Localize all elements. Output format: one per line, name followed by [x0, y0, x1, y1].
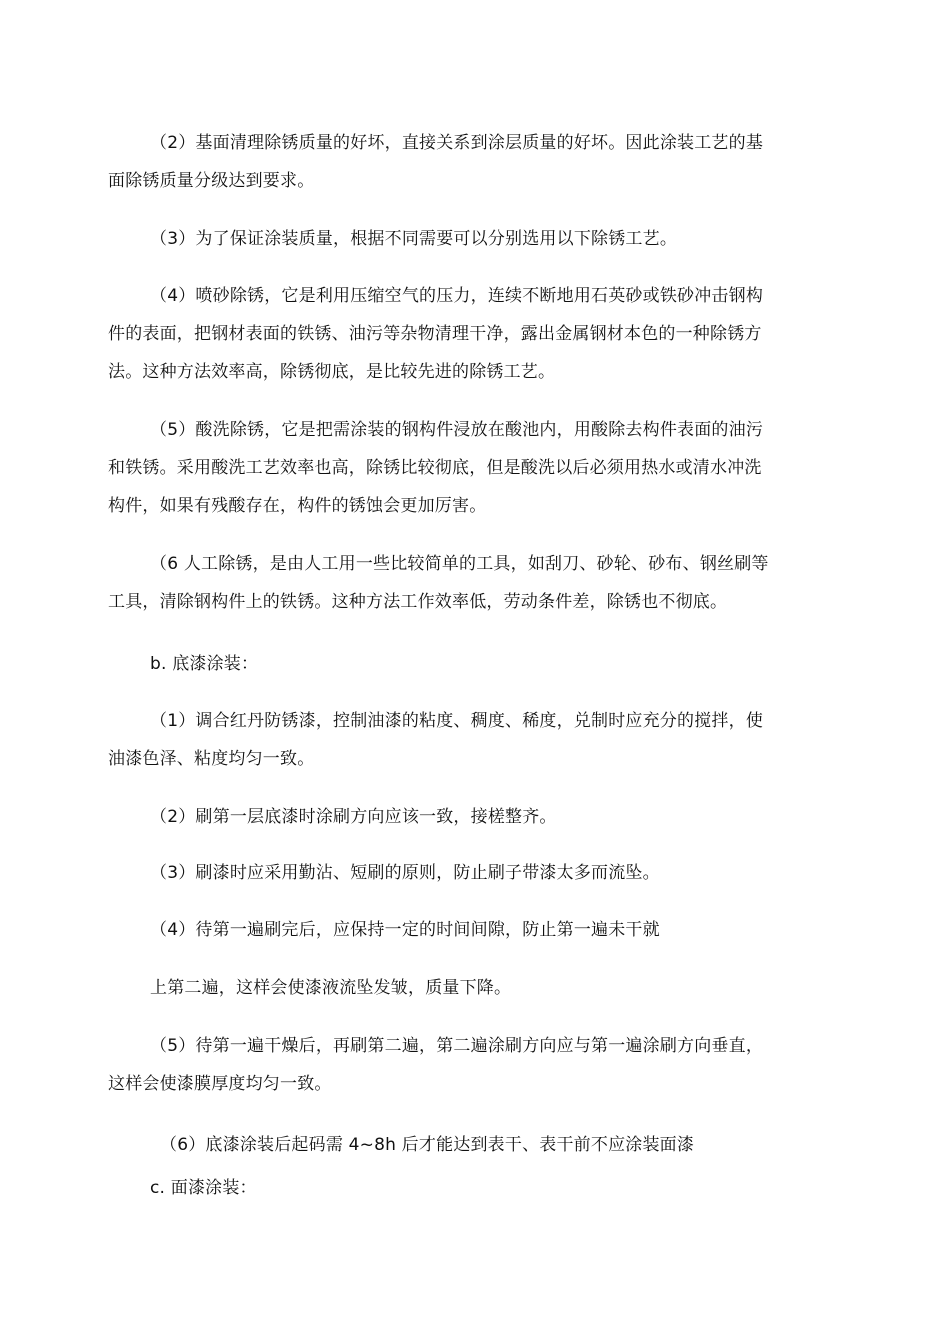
section-heading: c. 面漆涂装： — [150, 1178, 257, 1198]
text-line: 上第二遍，这样会使漆液流坠发皱，质量下降。 — [150, 978, 512, 998]
text-line: （6 人工除锈，是由人工用一些比较简单的工具，如刮刀、砂轮、砂布、钢丝刷等 — [150, 554, 769, 574]
text-line: 油漆色泽、粘度均匀一致。 — [108, 749, 315, 769]
text-line: （4）待第一遍刷完后，应保持一定的时间间隙，防止第一遍未干就 — [150, 920, 660, 940]
text-line: 和铁锈。采用酸洗工艺效率也高，除锈比较彻底，但是酸洗以后必须用热水或清水冲洗 — [108, 458, 762, 478]
text-line: （1）调合红丹防锈漆，控制油漆的粘度、稠度、稀度，兑制时应充分的搅拌，使 — [150, 711, 764, 731]
text-line: （5）待第一遍干燥后，再刷第二遍，第二遍涂刷方向应与第一遍涂刷方向垂直， — [150, 1036, 764, 1056]
text-line: 工具，清除钢构件上的铁锈。这种方法工作效率低，劳动条件差，除锈也不彻底。 — [108, 592, 728, 612]
text-line: （2）基面清理除锈质量的好坏，直接关系到涂层质量的好坏。因此涂装工艺的基 — [150, 133, 764, 153]
text-line: （5）酸洗除锈，它是把需涂装的钢构件浸放在酸池内，用酸除去构件表面的油污 — [150, 420, 764, 440]
text-line: （6）底漆涂装后起码需 4~8h 后才能达到表干、表干前不应涂装面漆 — [160, 1135, 695, 1155]
text-line: 面除锈质量分级达到要求。 — [108, 171, 315, 191]
text-line: 件的表面，把钢材表面的铁锈、油污等杂物清理干净，露出金属钢材本色的一种除锈方 — [108, 324, 762, 344]
text-line: 构件，如果有残酸存在，构件的锈蚀会更加厉害。 — [108, 496, 487, 516]
text-line: 这样会使漆膜厚度均匀一致。 — [108, 1074, 332, 1094]
text-line: （2）刷第一层底漆时涂刷方向应该一致，接槎整齐。 — [150, 807, 557, 827]
section-heading: b. 底漆涂装： — [150, 654, 259, 674]
text-line: （4）喷砂除锈，它是利用压缩空气的压力，连续不断地用石英砂或铁砂冲击钢构 — [150, 286, 764, 306]
text-line: （3）为了保证涂装质量，根据不同需要可以分别选用以下除锈工艺。 — [150, 229, 678, 249]
text-line: （3）刷漆时应采用勤沾、短刷的原则，防止刷子带漆太多而流坠。 — [150, 863, 660, 883]
text-line: 法。这种方法效率高，除锈彻底，是比较先进的除锈工艺。 — [108, 362, 556, 382]
